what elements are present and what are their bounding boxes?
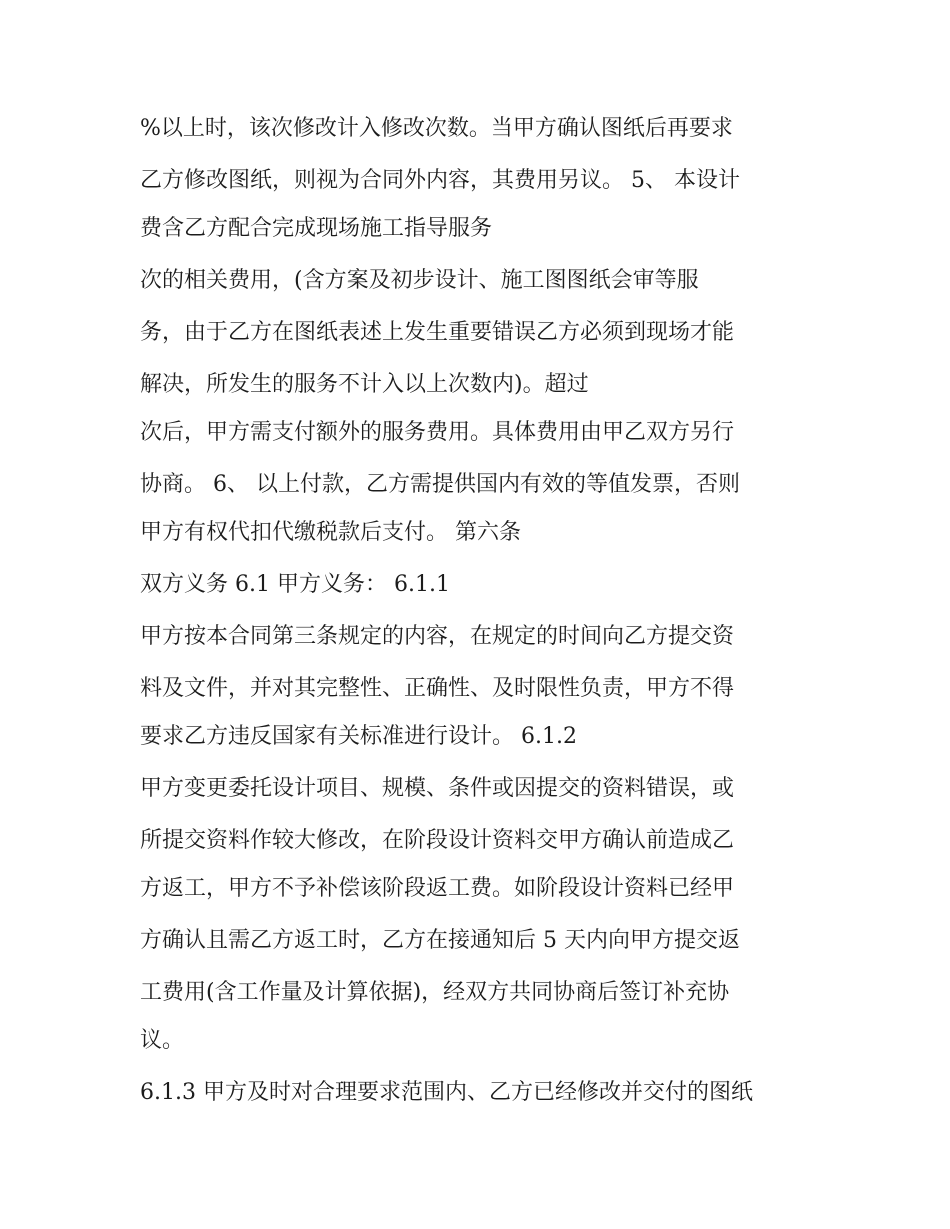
text-line: 次的相关费用，(含方案及初步设计、施工图图纸会审等服 [140,268,699,293]
text-line: 务，由于乙方在图纸表述上发生重要错误乙方必须到现场才能 [140,320,735,345]
text-line: 方确认且需乙方返工时，乙方在接通知后 5 天内向甲方提交返 [140,928,740,953]
text-line: 双方义务 6.1 甲方义务： 6.1.1 [140,572,450,597]
text-line: 方返工，甲方不予补偿该阶段返工费。如阶段设计资料已经甲 [140,876,735,901]
text-line: 6.1.3 甲方及时对合理要求范围内、乙方已经修改并交付的图纸 [140,1080,753,1105]
text-line: 议。 [140,1028,185,1053]
text-line: 次后，甲方需支付额外的服务费用。具体费用由甲乙双方另行 [140,420,735,445]
text-line: 工费用(含工作量及计算依据)，经双方共同协商后签订补充协 [140,980,730,1005]
text-line: 甲方有权代扣代缴税款后支付。 第六条 [140,520,521,545]
text-line: 解决，所发生的服务不计入以上次数内)。超过 [140,372,589,397]
text-line: 料及文件，并对其完整性、正确性、及时限性负责，甲方不得 [140,676,735,701]
text-line: 所提交资料作较大修改，在阶段设计资料交甲方确认前造成乙 [140,828,735,853]
text-line: 甲方按本合同第三条规定的内容，在规定的时间向乙方提交资 [140,624,735,649]
text-line: %以上时，该次修改计入修改次数。当甲方确认图纸后再要求 [140,116,733,141]
text-line: 乙方修改图纸，则视为合同外内容，其费用另议。 5、 本设计 [140,168,740,193]
text-line: 要求乙方违反国家有关标准进行设计。 6.1.2 [140,724,577,749]
text-line: 协商。 6、 以上付款，乙方需提供国内有效的等值发票，否则 [140,472,740,497]
text-line: 甲方变更委托设计项目、规模、条件或因提交的资料错误，或 [140,776,735,801]
text-line: 费含乙方配合完成现场施工指导服务 [140,216,493,241]
